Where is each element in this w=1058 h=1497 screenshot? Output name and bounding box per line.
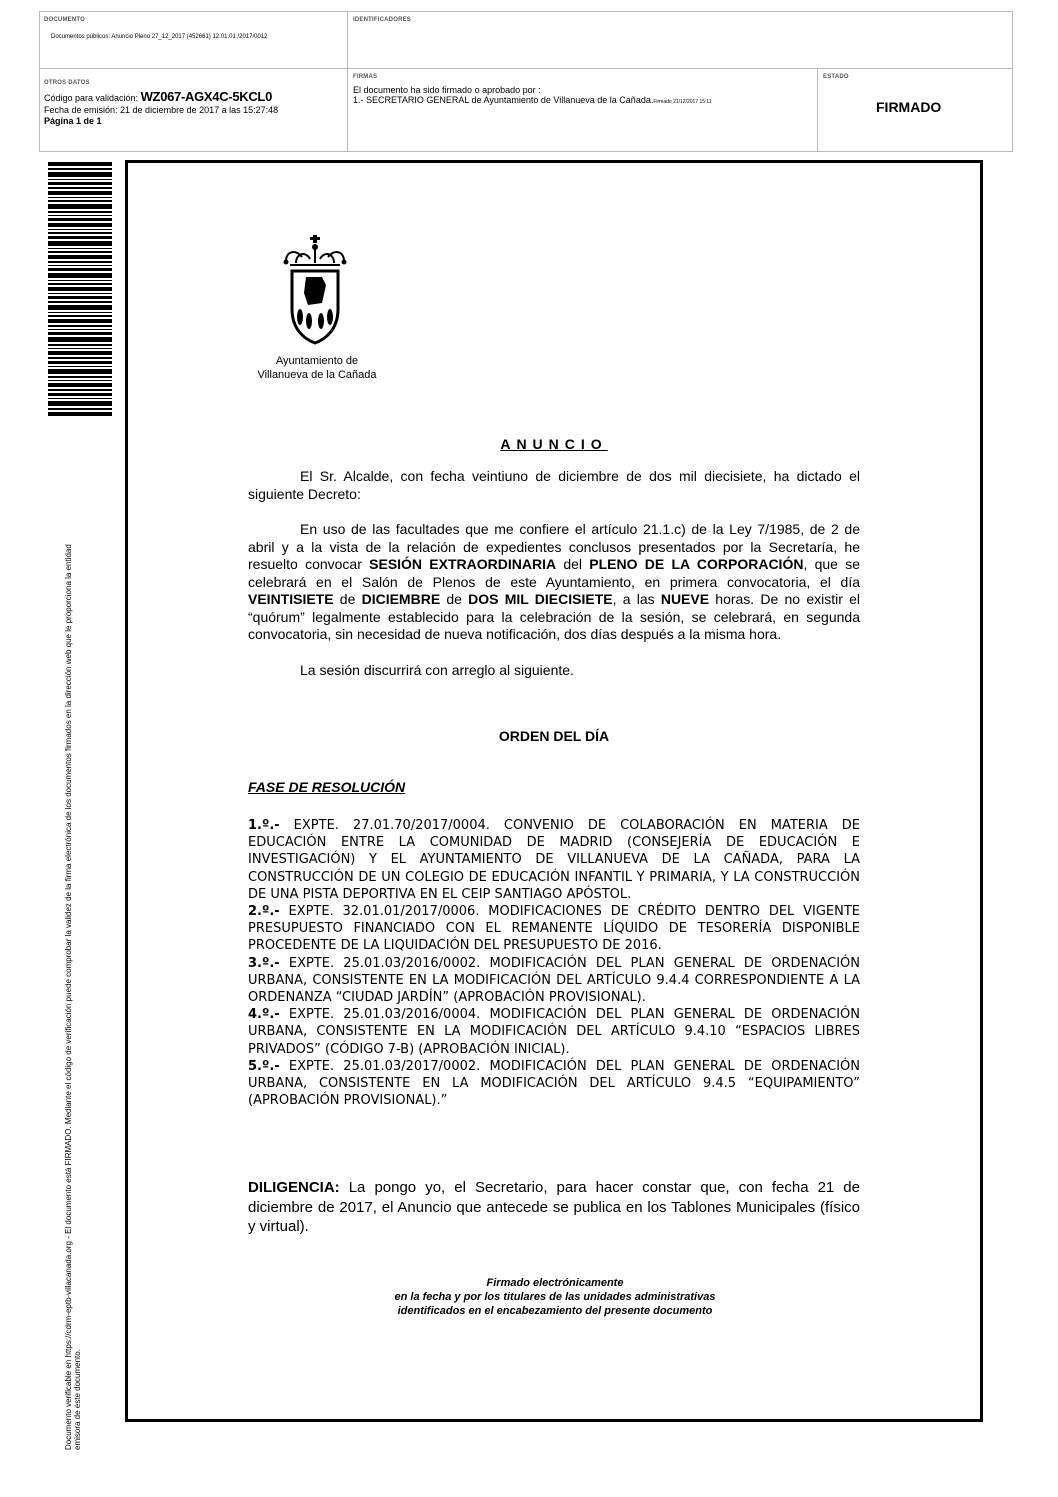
validation-code-line bbox=[44, 90, 347, 105]
firmado-line-3: identificados en el encabezamiento del presente documento bbox=[397, 1305, 713, 1317]
decree-bold: SESIÓN EXTRAORDINARIA bbox=[369, 556, 557, 572]
intro-paragraph: El Sr. Alcalde, con fecha veintiuno de diciembre de dos mil diecisiete, ha dictado el siguiente Decreto: bbox=[248, 468, 860, 502]
agenda-item bbox=[248, 903, 860, 955]
decree-text: , a las bbox=[612, 591, 661, 607]
logo-caption bbox=[238, 354, 396, 382]
logo-caption-line-1: Ayuntamiento de bbox=[275, 355, 359, 367]
barcode-icon bbox=[48, 162, 112, 416]
decree-bold: DICIEMBRE bbox=[361, 591, 441, 607]
agenda-list bbox=[248, 817, 860, 1109]
documento-text: Documentos públicos: Anuncio Pleno 27_12_2017 (452661) 12.01.01 /2017/0012 bbox=[51, 34, 268, 40]
agenda-item bbox=[248, 817, 860, 903]
coat-of-arms-icon bbox=[282, 233, 348, 345]
side-text-line-2: emisora de este documento. bbox=[73, 1349, 82, 1450]
body-text bbox=[248, 468, 860, 679]
decree-text: de bbox=[440, 591, 469, 607]
agenda-item-text: EXPTE. 25.01.03/2016/0004. MODIFICACIÓN DEL PLAN GENERAL DE ORDENACIÓN URBANA, CONSISTENTE EN LA MODIFICACIÓN DEL ARTÍCULO 9.4.10 “ESPACIOS LIBRES PRIVADOS” (CÓDIGO 7-B) (APROBACIÓN INICIAL). bbox=[248, 1007, 860, 1057]
diligencia-text: La pongo yo, el Secretario, para hacer constar que, con fecha 21 de diciembre de 2017, el Anuncio que antecede se publica en los Tablones Municipales (físico y virtual). bbox=[248, 1179, 860, 1235]
decree-bold: VEINTISIETE bbox=[248, 591, 334, 607]
decree-text: En uso de las facultades que me confiere el artículo 21.1.c) de la Ley 7/1985, de 2 de abril y a la vista de la relación de expedientes conclusos presentados por la Secretaría, he resuelto convocar bbox=[248, 521, 860, 572]
diligencia-paragraph bbox=[248, 1178, 860, 1237]
page-title-text: ANUNCIO bbox=[500, 436, 608, 452]
agenda-item-number: 5.º.- bbox=[248, 1058, 280, 1074]
diligencia-lead: DILIGENCIA: bbox=[248, 1179, 340, 1196]
agenda-item-text: EXPTE. 25.01.03/2017/0002. MODIFICACIÓN DEL PLAN GENERAL DE ORDENACIÓN URBANA, CONSISTENTE EN LA MODIFICACIÓN DEL ARTÍCULO 9.4.5 “EQUIPAMIENTO” (APROBACIÓN PROVISIONAL).” bbox=[248, 1058, 860, 1109]
validation-code-label: Código para validación: bbox=[44, 93, 139, 103]
agenda-item-number: 1.º.- bbox=[248, 818, 280, 833]
fase-heading: FASE DE RESOLUCIÓN bbox=[248, 779, 406, 795]
side-text-line-1: Documento verificable en https://cdrm-eptb-villacanada.org - El documento está FIRMADO. Mediante el código de verificación puede comprobar la validez de la firma electrónica de los documentos firmados en la dirección web que le proporciona la entidad bbox=[64, 544, 73, 1450]
agenda-item-text: EXPTE. 25.01.03/2016/0002. MODIFICACIÓN DEL PLAN GENERAL DE ORDENACIÓN URBANA, CONSISTENTE EN LA MODIFICACIÓN DEL ARTÍCULO 9.4.4 CORRESPONDIENTE A LA ORDENANZA “CIUDAD JARDÍN” (APROBACIÓN PROVISIONAL). bbox=[248, 955, 860, 1006]
page-number: Página 1 de 1 bbox=[44, 116, 102, 126]
sesion-paragraph: La sesión discurrirá con arreglo al siguiente. bbox=[300, 661, 574, 678]
orden-del-dia-heading: ORDEN DEL DÍA bbox=[498, 728, 610, 744]
firmado-line-1: Firmado electrónicamente bbox=[486, 1277, 624, 1289]
agenda-item-number: 3.º.- bbox=[248, 955, 280, 971]
decree-bold: DOS MIL DIECISIETE bbox=[468, 591, 613, 607]
agenda-item-text: EXPTE. 32.01.01/2017/0006. MODIFICACIONES DE CRÉDITO DENTRO DEL VIGENTE PRESUPUESTO FINANCIADO CON EL REMANENTE LÍQUIDO DE TESORERÍA DISPONIBLE PROCEDENTE DE LA LIQUIDACIÓN DEL PRESUPUESTO DE 2016. bbox=[248, 904, 860, 954]
agenda-item-text: EXPTE. 27.01.70/2017/0004. CONVENIO DE COLABORACIÓN EN MATERIA DE EDUCACIÓN ENTRE LA COMUNIDAD DE MADRID (CONSEJERÍA DE EDUCACIÓN E INVESTIGACIÓN) Y EL AYUNTAMIENTO DE VILLANUEVA DE LA CAÑADA, PARA LA CONSTRUCCIÓN DE UN COLEGIO DE EDUCACIÓN INFANTIL Y PRIMARIA, Y LA CONSTRUCCIÓN DE UNA PISTA DEPORTIVA EN EL CEIP SANTIAGO APÓSTOL. bbox=[248, 818, 860, 902]
documento-cell bbox=[40, 12, 348, 69]
estado-value: FIRMADO bbox=[876, 99, 942, 115]
electronic-signature-note bbox=[300, 1276, 810, 1318]
decree-paragraph bbox=[248, 521, 860, 644]
logo-caption-line-2: Villanueva de la Cañada bbox=[257, 369, 377, 381]
identificadores-cell bbox=[348, 12, 1012, 69]
agenda-item bbox=[248, 1006, 860, 1058]
firmas-label: FIRMAS bbox=[353, 74, 378, 80]
estado-label: ESTADO bbox=[823, 74, 849, 80]
documento-label: DOCUMENTO bbox=[44, 17, 86, 23]
verification-side-text bbox=[64, 438, 82, 1450]
firmas-line-1: El documento ha sido firmado o aprobado por : bbox=[353, 85, 541, 95]
decree-text: , que se celebrará en el Salón de Plenos de este Ayuntamiento, en primera convocatoria, el día bbox=[248, 556, 861, 590]
agenda-item bbox=[248, 1058, 860, 1110]
decree-text: horas. De no existir el “quórum” legalmente establecido para la celebración de la sesión, se celebrará, en segunda convocatoria, sin necesidad de nueva notificación, dos días después a la misma hora. bbox=[248, 591, 860, 642]
page-title bbox=[248, 436, 860, 452]
firmas-line-2: 1.- SECRETARIO GENERAL de Ayuntamiento de Villanueva de la Cañada. bbox=[353, 95, 654, 105]
decree-bold: PLENO DE LA CORPORACIÓN bbox=[589, 556, 804, 572]
firmas-text bbox=[353, 85, 817, 107]
validation-code: WZ067-AGX4C-5KCL0 bbox=[140, 89, 273, 104]
document-header-table bbox=[39, 11, 1013, 152]
identificadores-label: IDENTIFICADORES bbox=[353, 17, 412, 23]
firmado-line-2: en la fecha y por los titulares de las unidades administrativas bbox=[394, 1291, 716, 1303]
firmas-date: Firmado 21/12/2017 15:11 bbox=[653, 99, 712, 105]
estado-cell bbox=[818, 69, 1012, 151]
agenda-item-number: 4.º.- bbox=[248, 1007, 280, 1023]
otros-datos-cell bbox=[40, 69, 348, 151]
fecha-emision: Fecha de emisión: 21 de diciembre de 2017 a las 15:27:48 bbox=[44, 105, 279, 115]
agenda-item-number: 2.º.- bbox=[248, 904, 280, 920]
otros-datos-label: OTROS DATOS bbox=[44, 80, 90, 86]
decree-bold: NUEVE bbox=[660, 591, 710, 607]
agenda-item bbox=[248, 955, 860, 1007]
decree-text: de bbox=[333, 591, 362, 607]
firmas-cell bbox=[348, 69, 818, 151]
decree-text: del bbox=[556, 556, 590, 572]
